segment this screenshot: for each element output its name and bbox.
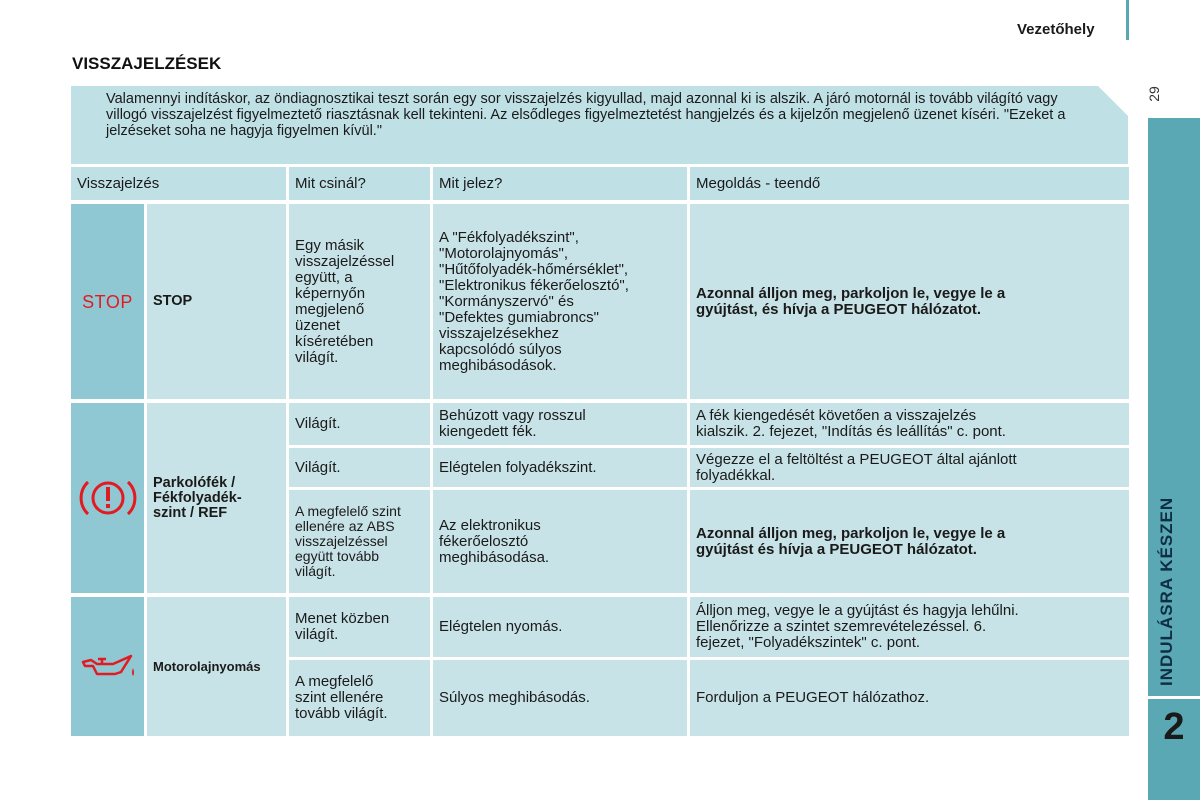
solution: Álljon meg, vegye le a gyújtást és hagyja lehűlni. Ellenőrizze a szintet szemrevételezéssel. 6. fejezet, "Folyadékszintek" c. pont. <box>690 597 1129 657</box>
indicator-name: Parkolófék / Fékfolyadék- szint / REF <box>147 403 286 593</box>
what-it-does: Világít. <box>289 403 430 445</box>
header-title: Vezetőhely <box>1017 21 1095 38</box>
section-title: VISSZAJELZÉSEK <box>72 54 222 73</box>
solution: Azonnal álljon meg, parkoljon le, vegye le a gyújtást és hívja a PEUGEOT hálózatot. <box>690 490 1129 593</box>
what-it-means: A "Fékfolyadékszint", "Motorolajnyomás", "Hűtőfolyadék-hőmérséklet", "Elektronikus fékerőelosztó", "Kormányszervó" és "Defektes gumiabroncs" visszajelzésekhez kapcsolódó súlyos meghibásodások. <box>433 204 687 399</box>
what-it-means: Súlyos meghibásodás. <box>433 660 687 736</box>
solution: Végezze el a feltöltést a PEUGEOT által ajánlott folyadékkal. <box>690 448 1129 487</box>
what-it-does: A megfelelő szint ellenére az ABS visszajelzéssel együtt tovább világít. <box>289 490 430 593</box>
table-header-cell: Visszajelzés <box>71 167 286 200</box>
solution: Forduljon a PEUGEOT hálózathoz. <box>690 660 1129 736</box>
table-header-cell: Mit csinál? <box>289 167 430 200</box>
chapter-divider <box>1148 696 1200 699</box>
solution: Azonnal álljon meg, parkoljon le, vegye le a gyújtást, és hívja a PEUGEOT hálózatot. <box>690 204 1129 399</box>
chapter-number: 2 <box>1163 706 1185 748</box>
what-it-does: Világít. <box>289 448 430 487</box>
what-it-means: Elégtelen nyomás. <box>433 597 687 657</box>
page-number: 29 <box>1146 86 1162 102</box>
brake-warning-icon <box>78 474 138 522</box>
what-it-means: Behúzott vagy rosszul kiengedett fék. <box>433 403 687 445</box>
indicator-name: STOP <box>147 204 286 399</box>
what-it-means: Az elektronikus fékerőelosztó meghibásodása. <box>433 490 687 593</box>
table-header-cell: Megoldás - teendő <box>690 167 1129 200</box>
stop-icon-cell <box>71 204 144 399</box>
chapter-label: INDULÁSRA KÉSZEN <box>1157 496 1176 686</box>
what-it-does: A megfelelő szint ellenére tovább világít. <box>289 660 430 736</box>
solution: A fék kiengedését követően a visszajelzés kialszik. 2. fejezet, "Indítás és leállítás" c. pont. <box>690 403 1129 445</box>
page-fold <box>1098 86 1128 116</box>
what-it-does: Menet közben világít. <box>289 597 430 657</box>
stop-icon: STOP <box>82 291 133 312</box>
brake-icon-cell <box>71 403 144 593</box>
oil-can-icon <box>79 652 137 682</box>
warning-lights-table <box>71 167 1129 736</box>
header-divider <box>1126 0 1129 40</box>
table-header-cell: Mit jelez? <box>433 167 687 200</box>
intro-box <box>71 86 1128 164</box>
what-it-does: Egy másik visszajelzéssel együtt, a képernyőn megjelenő üzenet kíséretében világít. <box>289 204 430 399</box>
what-it-means: Elégtelen folyadékszint. <box>433 448 687 487</box>
indicator-name: Motorolajnyomás <box>147 597 286 736</box>
intro-text: Valamennyi indításkor, az öndiagnosztikai teszt során egy sor visszajelzés kigyullad, majd azonnal ki is alszik. A járó motornál is tovább világító vagy villogó visszajelzést figyelmeztető riasztásnak kell tekinteni. Az elsődleges figyelmeztetést hangjelzés és a kijelzőn megjelenő üzenet kíséri. "Ezeket a jelzéseket soha ne hagyja figyelmen kívül." <box>106 91 1066 139</box>
oil-icon-cell <box>71 597 144 736</box>
